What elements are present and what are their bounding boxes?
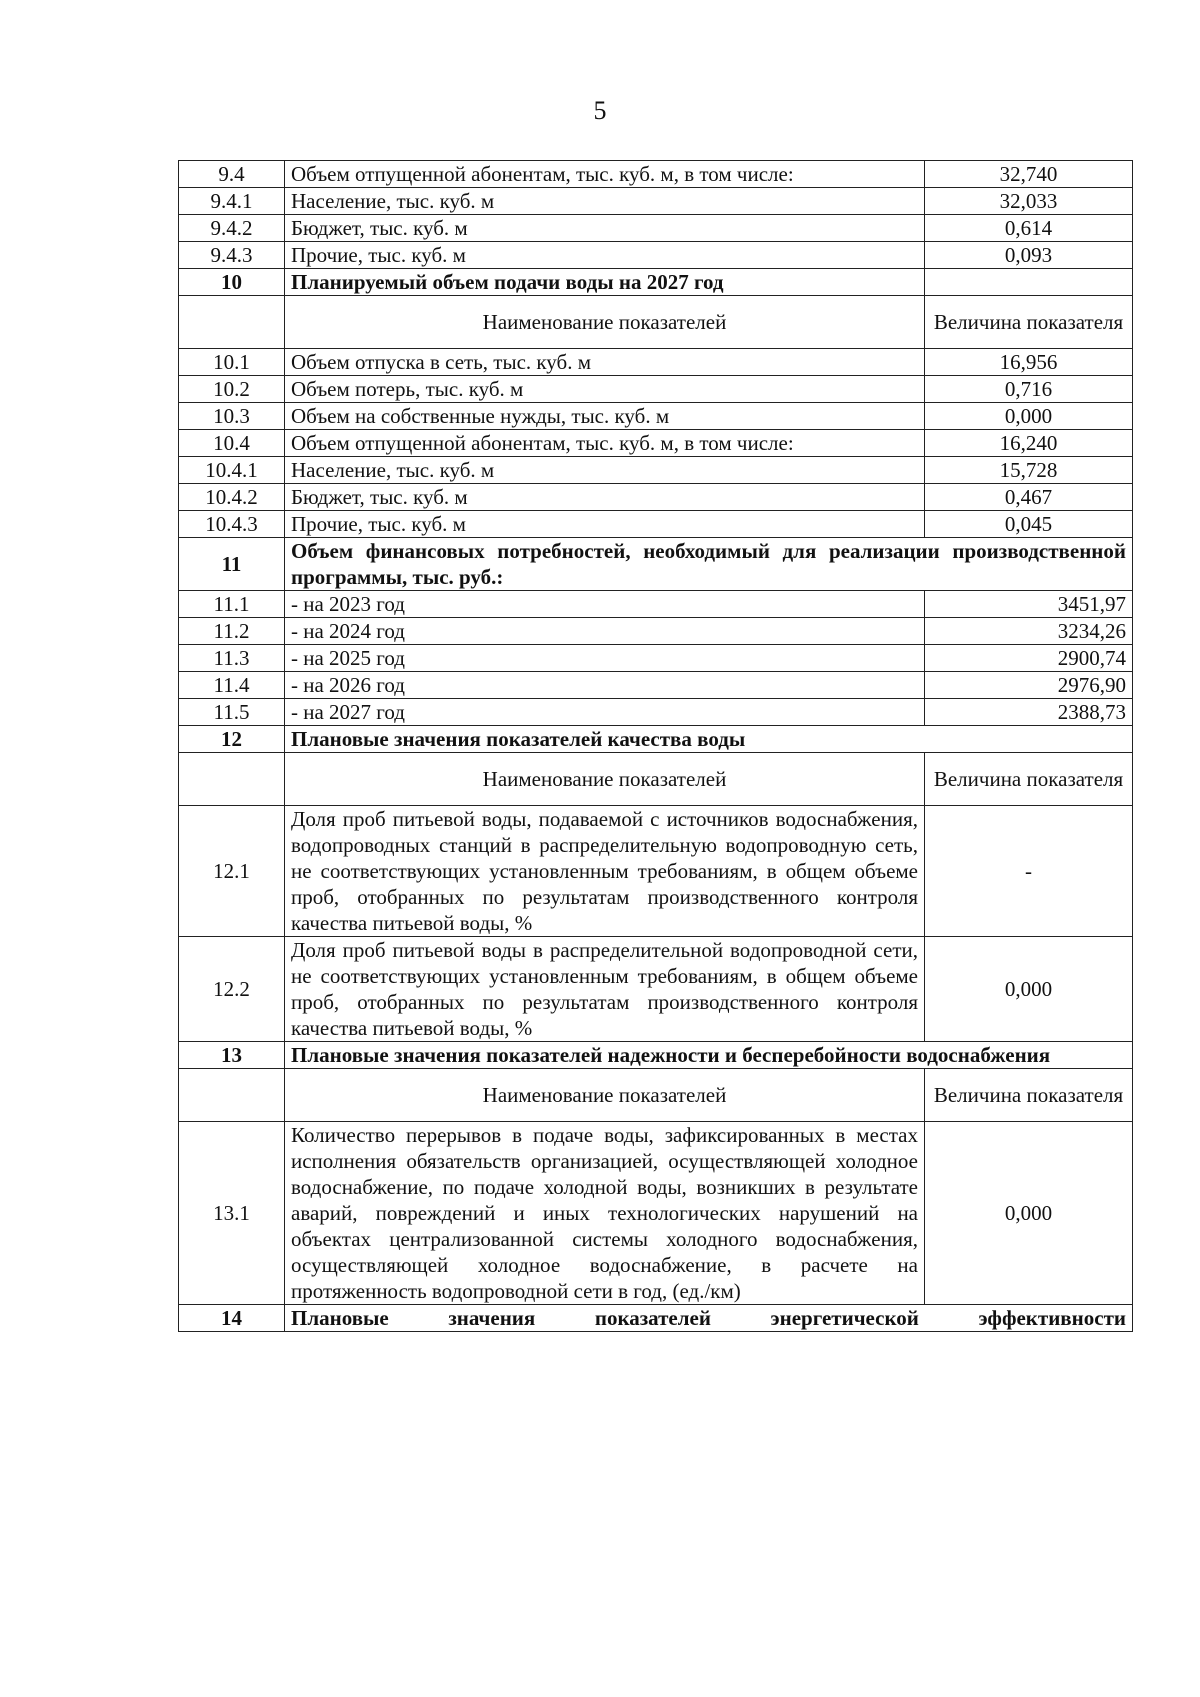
row-value: 0,093: [925, 242, 1133, 269]
row-text: Доля проб питьевой воды в распределительной водопроводной сети, не соответствующих установленным требованиям, в общем объеме проб, отобранных по результатам производственного контроля качества питьевой воды, %: [285, 937, 925, 1042]
row-text: Прочие, тыс. куб. м: [285, 511, 925, 538]
section-row: [179, 726, 1133, 753]
row-number: 12.2: [179, 937, 285, 1042]
row-text: Бюджет, тыс. куб. м: [285, 484, 925, 511]
section-title: Плановые значения показателей надежности и бесперебойности водоснабжения: [285, 1042, 1133, 1069]
section-title: Планируемый объем подачи воды на 2027 год: [285, 269, 925, 296]
row-value: 0,716: [925, 376, 1133, 403]
header-label: Наименование показателей: [285, 296, 925, 349]
row-text: - на 2027 год: [285, 699, 925, 726]
row-text: Объем отпуска в сеть, тыс. куб. м: [285, 349, 925, 376]
table-row: [179, 699, 1133, 726]
row-number: 10.4.2: [179, 484, 285, 511]
section-row: [179, 1305, 1133, 1332]
row-value: 2900,74: [925, 645, 1133, 672]
row-number: 9.4.3: [179, 242, 285, 269]
header-value-label: Величина показателя: [925, 296, 1133, 349]
row-text: Объем потерь, тыс. куб. м: [285, 376, 925, 403]
row-value: 3451,97: [925, 591, 1133, 618]
row-text: Доля проб питьевой воды, подаваемой с источников водоснабжения, водопроводных станций в распределительную водопроводную сеть, не соответствующих установленным требованиям, в общем объеме проб, отобранных по результатам производственного контроля качества питьевой воды, %: [285, 806, 925, 937]
table-row: [179, 618, 1133, 645]
row-number: 10.4.3: [179, 511, 285, 538]
header-row: [179, 296, 1133, 349]
row-number: 10.4: [179, 430, 285, 457]
table-row: [179, 430, 1133, 457]
row-number: 11.3: [179, 645, 285, 672]
table-row: [179, 403, 1133, 430]
row-value: 15,728: [925, 457, 1133, 484]
row-number: 11.5: [179, 699, 285, 726]
row-value: 3234,26: [925, 618, 1133, 645]
table-row: [179, 937, 1133, 1042]
header-value-label: Величина показателя: [925, 1069, 1133, 1122]
table-row: [179, 645, 1133, 672]
row-value: 32,740: [925, 161, 1133, 188]
row-value: [925, 269, 1133, 296]
row-text: Прочие, тыс. куб. м: [285, 242, 925, 269]
section-title: Плановые значения показателей энергетической эффективности: [285, 1305, 1133, 1332]
section-number: 10: [179, 269, 285, 296]
row-value: 16,240: [925, 430, 1133, 457]
row-number: 10.3: [179, 403, 285, 430]
header-value-label: Величина показателя: [925, 753, 1133, 806]
row-text: Количество перерывов в подаче воды, зафиксированных в местах исполнения обязательств организацией, осуществляющей холодное водоснабжение, по подаче холодной воды, возникших в результате аварий, повреждений и иных технологических нарушений на объектах централизованной системы холодного водоснабжения, осуществляющей холодное водоснабжение, в расчете на протяженность водопроводной сети в год, (ед./км): [285, 1122, 925, 1305]
row-text: - на 2023 год: [285, 591, 925, 618]
row-value: 2976,90: [925, 672, 1133, 699]
table-row: [179, 591, 1133, 618]
header-row: [179, 1069, 1133, 1122]
row-number: 9.4: [179, 161, 285, 188]
table-row: [179, 806, 1133, 937]
row-value: -: [925, 806, 1133, 937]
table-row: [179, 484, 1133, 511]
row-number: 10.1: [179, 349, 285, 376]
row-number: 11.2: [179, 618, 285, 645]
table-row: [179, 161, 1133, 188]
row-value: 0,000: [925, 937, 1133, 1042]
section-title: Объем финансовых потребностей, необходимый для реализации производственной программы, тыс. руб.:: [285, 538, 1133, 591]
row-number: 10.2: [179, 376, 285, 403]
header-label: Наименование показателей: [285, 753, 925, 806]
table-row: [179, 215, 1133, 242]
page-number: 5: [593, 96, 607, 125]
row-text: Население, тыс. куб. м: [285, 188, 925, 215]
header-number: [179, 1069, 285, 1122]
table-row: [179, 511, 1133, 538]
header-number: [179, 753, 285, 806]
indicators-table: [178, 160, 1133, 1332]
row-text: Объем на собственные нужды, тыс. куб. м: [285, 403, 925, 430]
row-value: 0,467: [925, 484, 1133, 511]
row-text: Объем отпущенной абонентам, тыс. куб. м, в том числе:: [285, 161, 925, 188]
row-number: 9.4.2: [179, 215, 285, 242]
table-row: [179, 188, 1133, 215]
section-row: [179, 269, 1133, 296]
header-number: [179, 296, 285, 349]
section-title: Плановые значения показателей качества воды: [285, 726, 1133, 753]
section-number: 12: [179, 726, 285, 753]
table-row: [179, 349, 1133, 376]
row-value: 0,045: [925, 511, 1133, 538]
row-value: 32,033: [925, 188, 1133, 215]
row-number: 9.4.1: [179, 188, 285, 215]
section-number: 11: [179, 538, 285, 591]
section-number: 14: [179, 1305, 285, 1332]
row-number: 13.1: [179, 1122, 285, 1305]
row-value: 16,956: [925, 349, 1133, 376]
row-text: Бюджет, тыс. куб. м: [285, 215, 925, 242]
table-row: [179, 457, 1133, 484]
table-row: [179, 376, 1133, 403]
row-text: - на 2024 год: [285, 618, 925, 645]
row-value: 2388,73: [925, 699, 1133, 726]
row-number: 11.4: [179, 672, 285, 699]
row-text: - на 2026 год: [285, 672, 925, 699]
row-number: 12.1: [179, 806, 285, 937]
section-row: [179, 538, 1133, 591]
header-label: Наименование показателей: [285, 1069, 925, 1122]
row-number: 10.4.1: [179, 457, 285, 484]
section-number: 13: [179, 1042, 285, 1069]
section-row: [179, 1042, 1133, 1069]
row-value: 0,000: [925, 403, 1133, 430]
row-text: Население, тыс. куб. м: [285, 457, 925, 484]
row-number: 11.1: [179, 591, 285, 618]
header-row: [179, 753, 1133, 806]
row-value: 0,614: [925, 215, 1133, 242]
table-row: [179, 1122, 1133, 1305]
table-row: [179, 672, 1133, 699]
row-value: 0,000: [925, 1122, 1133, 1305]
table-row: [179, 242, 1133, 269]
row-text: - на 2025 год: [285, 645, 925, 672]
row-text: Объем отпущенной абонентам, тыс. куб. м, в том числе:: [285, 430, 925, 457]
